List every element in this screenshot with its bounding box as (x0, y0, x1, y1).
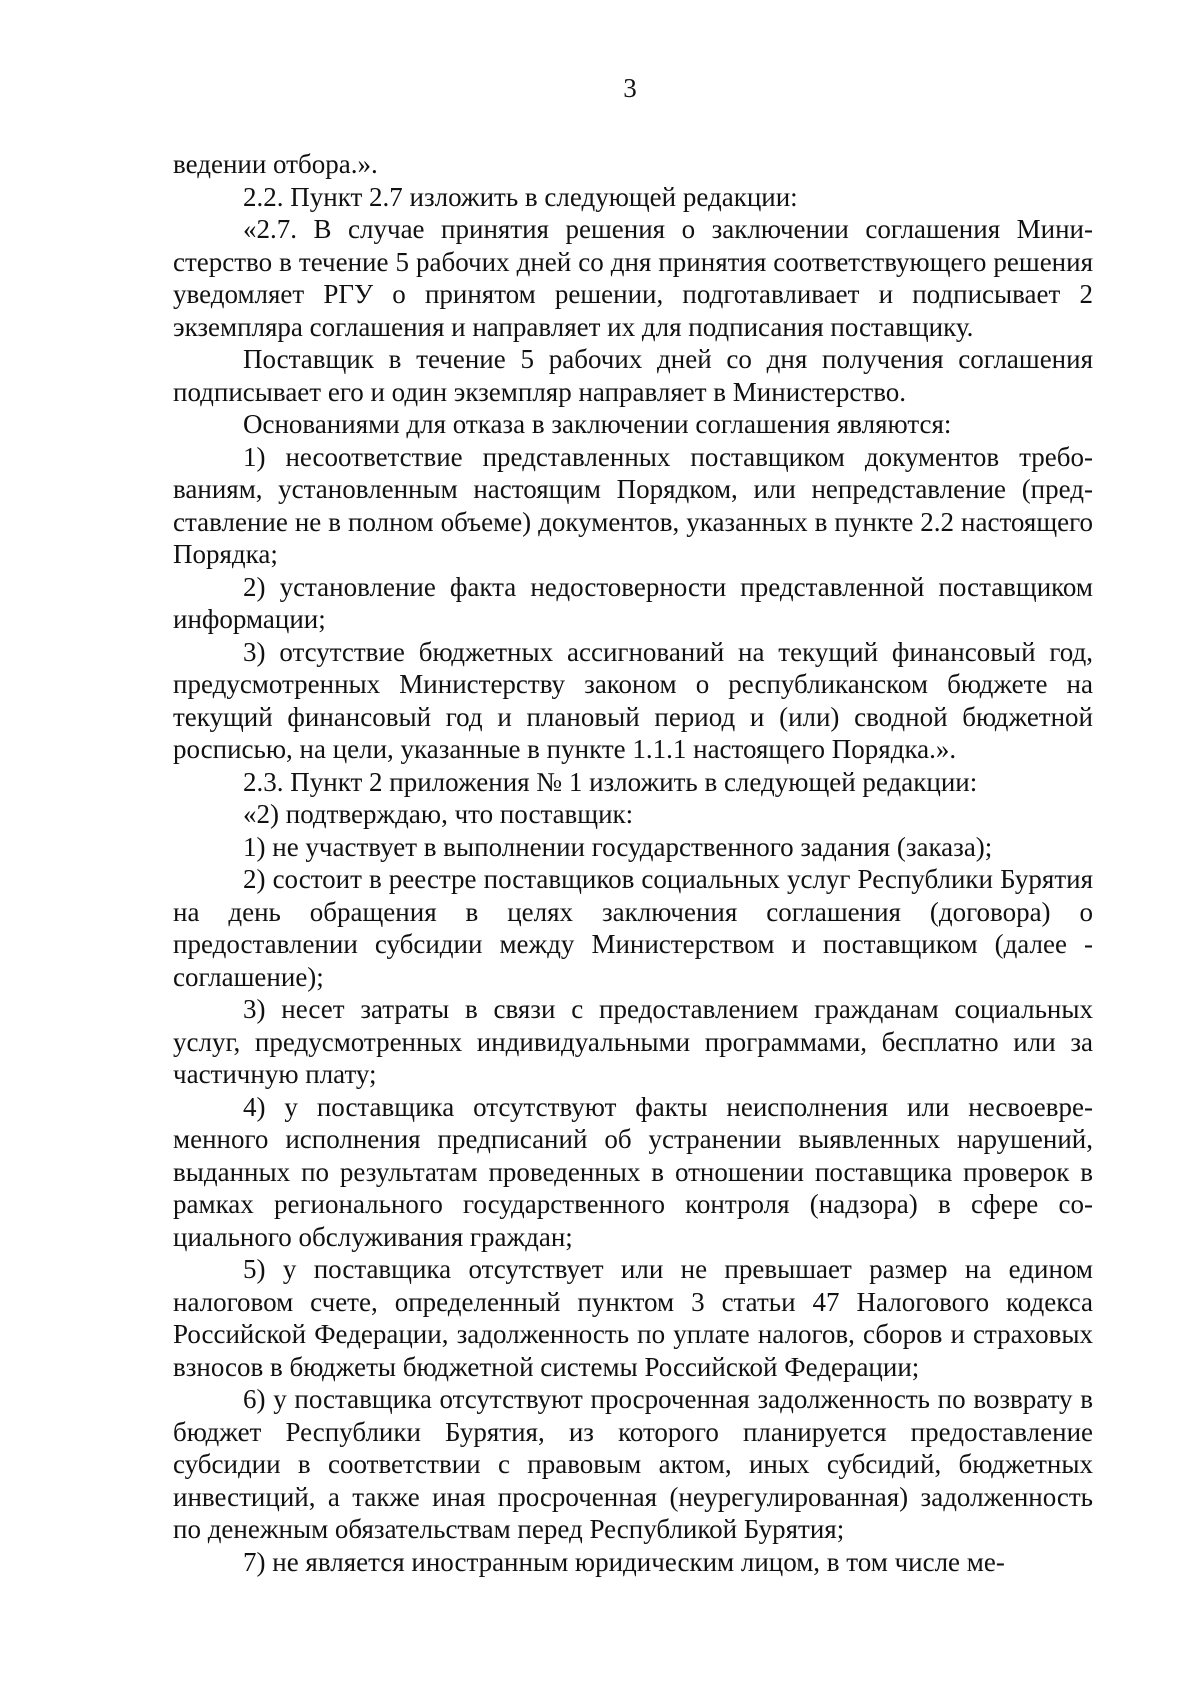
paragraph: 2) установление факта недостоверности представленной поставщиком информации; (173, 571, 1093, 634)
paragraph: Основаниями для отказа в заключении соглашения являются: (243, 409, 952, 439)
page-number: 3 (623, 73, 637, 103)
paragraph: «2.7. В случае принятия решения о заключении соглашения Министерство в течение 5 рабочих дней со дня принятия соответствующего решения уведомляет РГУ о принятом решении, подготавливает и подписывает 2 экземпляра соглашения и направляет их для подписания поставщику. (173, 214, 1093, 342)
paragraph: Поставщик в течение 5 рабочих дней со дня получения соглашения подписывает его и один экземпляр направляет в Министерство. (173, 344, 1093, 407)
paragraph: ведении отбора.». (173, 149, 378, 179)
paragraph: 3) несет затраты в связи с предоставлением гражданам социальных услуг, предусмотренных индивидуальными программами, бесплатно или за частичную плату; (173, 994, 1093, 1089)
paragraph: «2) подтверждаю, что поставщик: (243, 799, 634, 829)
paragraph: 5) у поставщика отсутствует или не превышает размер на едином налоговом счете, определенный пунктом 3 статьи 47 Налогового кодекса Российской Федерации, задолженность по уплате налогов, сборов и страховых взносов в бюджеты бюджетной системы Российской Федерации; (173, 1254, 1093, 1382)
paragraph: 7) не является иностранным юридическим лицом, в том числе ме- (243, 1546, 1005, 1577)
paragraph: 6) у поставщика отсутствуют просроченная задолженность по возврату в бюджет Республики Бурятия, из которого планируется предоставление субсидии в соответствии с правовым актом, иных субсидий, бюджетных инвестиций, а также иная просроченная (неурегулированная) задолженность по денежным обязательствам перед Республикой Бурятия; (173, 1384, 1093, 1544)
paragraph: 2.3. Пункт 2 приложения № 1 изложить в следующей редакции: (243, 766, 978, 797)
paragraph: 1) не участвует в выполнении государственного задания (заказа); (243, 831, 993, 862)
paragraph: 1) несоответствие представленных поставщиком документов требованиям, установленным настоящим Порядком, или непредставление (представление не в полном объеме) документов, указанных в пункте 2.2 настоящего Порядка; (173, 441, 1093, 569)
document-body (173, 148, 1093, 1578)
paragraph: 3) отсутствие бюджетных ассигнований на текущий финансовый год, предусмотренных Министерству законом о республиканском бюджете на текущий финансовый год и плановый период и (или) сводной бюджетной росписью, на цели, указанные в пункте 1.1.1 настоящего Порядка.». (173, 636, 1093, 764)
paragraph: 4) у поставщика отсутствуют факты неисполнения или несвоевременного исполнения предписаний об устранении выявленных нарушений, выданных по результатам проведенных в отношении поставщика проверок в рамках регионального государственного контроля (надзора) в сфере социального обслуживания граждан; (173, 1091, 1093, 1252)
paragraph: 2) состоит в реестре поставщиков социальных услуг Республики Бурятия на день обращения в целях заключения соглашения (договора) о предоставлении субсидии между Министерством и поставщиком (далее - соглашение); (173, 864, 1093, 992)
paragraph: 2.2. Пункт 2.7 изложить в следующей редакции: (243, 181, 798, 212)
